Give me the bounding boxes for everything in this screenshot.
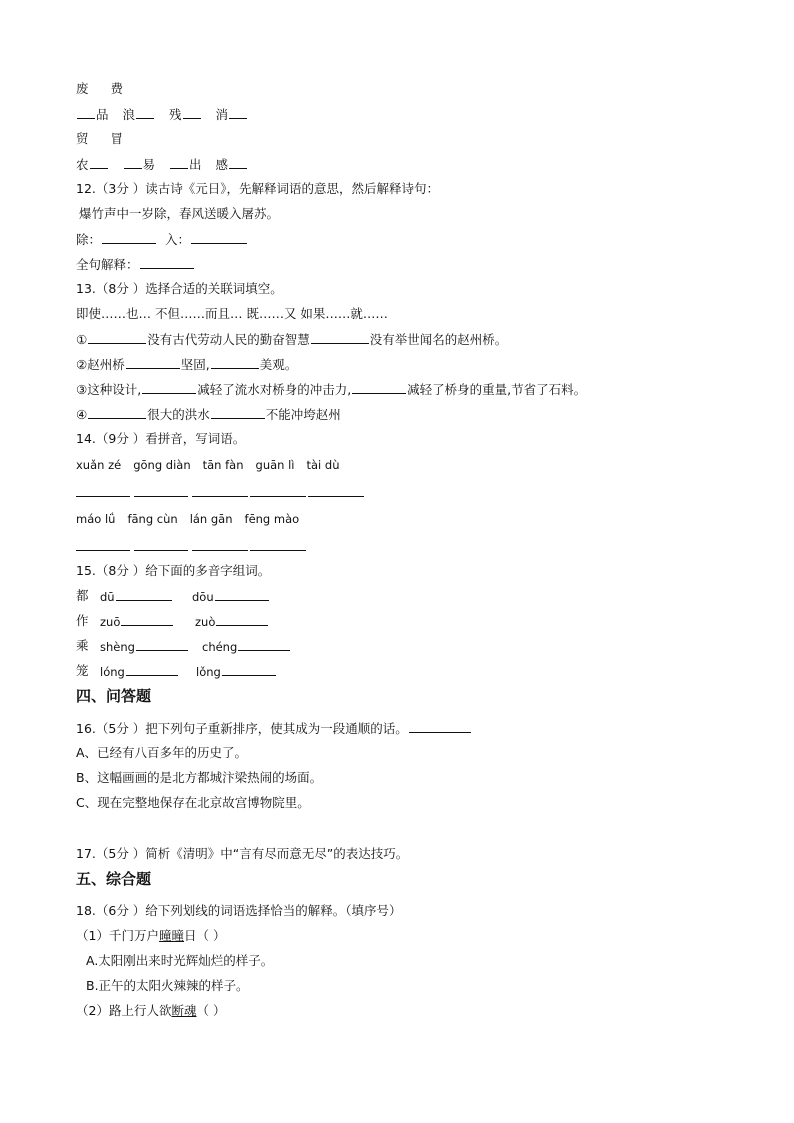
answer-blank[interactable]	[192, 536, 248, 551]
answer-blank[interactable]	[211, 405, 265, 419]
q11-row1	[76, 80, 123, 98]
pinyin: zuō	[100, 615, 121, 629]
q14-answer-row-1	[76, 482, 364, 500]
q12-poem: 爆竹声中一岁除，春风送暖入屠苏。	[79, 206, 280, 221]
blank[interactable]	[229, 155, 247, 169]
pinyin: lán gān	[189, 512, 233, 526]
sentence-text: 减轻了桥身的重量,节省了石料。	[407, 382, 587, 397]
q11-row3	[76, 130, 123, 148]
q13-title: 13.（8分 ）选择合适的关联词填空。	[76, 281, 283, 296]
answer-blank[interactable]	[126, 662, 178, 676]
word-char: 浪	[122, 107, 136, 122]
q15-pinyin	[202, 637, 291, 656]
q12-words	[76, 230, 248, 248]
pinyin: lóng	[100, 665, 125, 679]
question-text: （2）路上行人欲	[76, 1003, 172, 1018]
answer-blank[interactable]	[311, 330, 369, 344]
question-text: （1）千门万户	[76, 928, 159, 943]
q15-char: 都	[76, 588, 89, 603]
sentence-text: 坚固,	[180, 357, 210, 372]
blank[interactable]	[170, 155, 188, 169]
char-mao1: 贸	[76, 131, 89, 146]
q13-sentence-2	[76, 355, 297, 373]
sentence-text: 减轻了流水对桥身的冲击力,	[197, 382, 352, 397]
pinyin: xuǎn zé	[76, 458, 122, 472]
q14-pinyin-row-1	[76, 456, 352, 474]
word-char: 残	[169, 107, 182, 122]
q17-title: 17.（5分 ）简析《清明》中“言有尽而意无尽”的表达技巧。	[76, 846, 409, 861]
blank[interactable]	[77, 105, 95, 119]
answer-blank[interactable]	[250, 482, 306, 497]
sentence-text: 没有举世闻名的赵州桥。	[369, 332, 508, 347]
q16-option-c: C、现在完整地保存在北京故宫博物院里。	[76, 795, 310, 810]
pinyin: chéng	[202, 640, 238, 654]
answer-blank-chu[interactable]	[102, 230, 156, 244]
answer-blank[interactable]	[215, 587, 269, 601]
q14-title: 14.（9分 ）看拼音，写词语。	[76, 431, 246, 446]
q16-option-a: A、已经有八百多年的历史了。	[76, 745, 248, 760]
label-full: 全句解释：	[76, 257, 139, 272]
answer-blank[interactable]	[216, 612, 268, 626]
q13-sentence-1	[76, 330, 507, 348]
answer-blank[interactable]	[142, 380, 196, 394]
section-heading-4: 四、问答题	[76, 687, 152, 705]
pinyin: guān lì	[255, 458, 295, 472]
section-heading-5: 五、综合题	[76, 870, 152, 888]
pinyin: zuò	[195, 615, 216, 629]
sentence-text: 美观。	[259, 357, 298, 372]
q15-pinyin	[195, 612, 269, 631]
answer-blank[interactable]	[116, 587, 172, 601]
underlined-word: 曈曈	[158, 928, 184, 943]
word-char: 感	[215, 157, 229, 172]
word-char: 消	[215, 107, 229, 122]
sentence-text: 没有古代劳动人民的勤奋智慧	[147, 332, 310, 347]
word-char: 出	[189, 157, 202, 172]
sentence-text: ③这种设计,	[76, 382, 142, 397]
q15-pinyin	[192, 587, 270, 606]
answer-blank[interactable]	[88, 405, 146, 419]
q14-pinyin-row-2	[76, 510, 311, 528]
blank[interactable]	[229, 105, 247, 119]
q13-sentence-4	[76, 405, 341, 423]
q15-pinyin	[100, 612, 174, 631]
underlined-word: 断魂	[171, 1003, 197, 1018]
pinyin: fēng mào	[244, 512, 300, 526]
answer-blank[interactable]	[211, 355, 259, 369]
pinyin: shèng	[100, 640, 135, 654]
answer-blank[interactable]	[121, 612, 173, 626]
char-fei1: 废	[76, 81, 89, 96]
pinyin: lǒng	[196, 665, 221, 679]
answer-blank[interactable]	[136, 637, 188, 651]
char-mao2: 冒	[110, 131, 124, 146]
pinyin: gōng diàn	[133, 458, 191, 472]
blank[interactable]	[124, 155, 142, 169]
q15-pinyin	[100, 637, 189, 656]
pinyin: dōu	[192, 590, 214, 604]
word-char: 易	[142, 157, 156, 172]
q18-part-2	[76, 1002, 225, 1020]
blank[interactable]	[136, 105, 154, 119]
q12-full	[76, 255, 195, 273]
q18-title: 18.（6分 ）给下列划线的词语选择恰当的解释。（填序号）	[76, 903, 402, 918]
q14-answer-row-2	[76, 536, 306, 554]
pinyin: dū	[100, 590, 115, 604]
answer-blank[interactable]	[308, 482, 364, 497]
blank[interactable]	[183, 105, 201, 119]
q15-pinyin	[100, 587, 173, 606]
answer-bracket[interactable]: （ ）	[196, 1003, 226, 1018]
q12-title: 12.（3分 ）读古诗《元日》，先解释词语的意思，然后解释诗句：	[76, 181, 440, 196]
q16-option-b: B、这幅画画的是北方都城汴梁热闹的场面。	[76, 770, 323, 785]
q15-pinyin	[100, 662, 179, 681]
q15-char: 作	[76, 613, 89, 628]
q18-option-a: A.太阳刚出来时光辉灿烂的样子。	[86, 953, 274, 968]
word-char: 品	[96, 107, 109, 122]
answer-blank[interactable]	[134, 482, 188, 497]
answer-blank[interactable]	[126, 355, 180, 369]
answer-blank[interactable]	[409, 719, 471, 733]
answer-blank[interactable]	[250, 536, 306, 551]
q15-char: 乘	[76, 638, 89, 653]
char-fei2: 费	[110, 81, 124, 96]
label-ru: 入：	[165, 232, 191, 247]
answer-blank[interactable]	[88, 330, 146, 344]
word-char: 农	[76, 157, 89, 172]
answer-blank[interactable]	[76, 482, 130, 497]
answer-blank[interactable]	[76, 536, 130, 551]
answer-blank[interactable]	[134, 536, 188, 551]
answer-blank-full[interactable]	[140, 255, 194, 269]
answer-blank[interactable]	[222, 662, 276, 676]
sentence-text: 不能冲垮赵州	[265, 407, 341, 422]
q11-row4	[76, 155, 248, 173]
pinyin: máo lǘ	[76, 512, 116, 526]
answer-blank[interactable]	[238, 637, 290, 651]
pinyin: tài dù	[306, 458, 340, 472]
answer-blank[interactable]	[352, 380, 406, 394]
sentence-text: ①	[76, 332, 88, 347]
question-text: 16.（5分 ）把下列句子重新排序，使其成为一段通顺的话。	[76, 721, 408, 736]
answer-bracket[interactable]: 日（ ）	[183, 928, 226, 943]
blank[interactable]	[90, 155, 108, 169]
sentence-text: 很大的洪水	[147, 407, 210, 422]
answer-blank[interactable]	[192, 482, 248, 497]
q13-options: 即使……也… 不但……而且… 既……又 如果……就……	[76, 306, 388, 321]
answer-blank-ru[interactable]	[191, 230, 247, 244]
q15-title: 15.（8分 ）给下面的多音字组词。	[76, 563, 271, 578]
q16-title	[76, 719, 472, 737]
sentence-text: ④	[76, 407, 88, 422]
q15-char: 笼	[76, 663, 89, 678]
q18-part-1	[76, 927, 225, 945]
pinyin: fāng cùn	[127, 512, 178, 526]
q13-sentence-3	[76, 380, 586, 398]
label-chu: 除：	[76, 232, 102, 247]
pinyin: tān fàn	[202, 458, 244, 472]
q18-option-b: B.正午的太阳火辣辣的样子。	[86, 978, 249, 993]
sentence-text: ②赵州桥	[76, 357, 125, 372]
q15-pinyin	[196, 662, 277, 681]
q11-row2	[76, 105, 248, 123]
